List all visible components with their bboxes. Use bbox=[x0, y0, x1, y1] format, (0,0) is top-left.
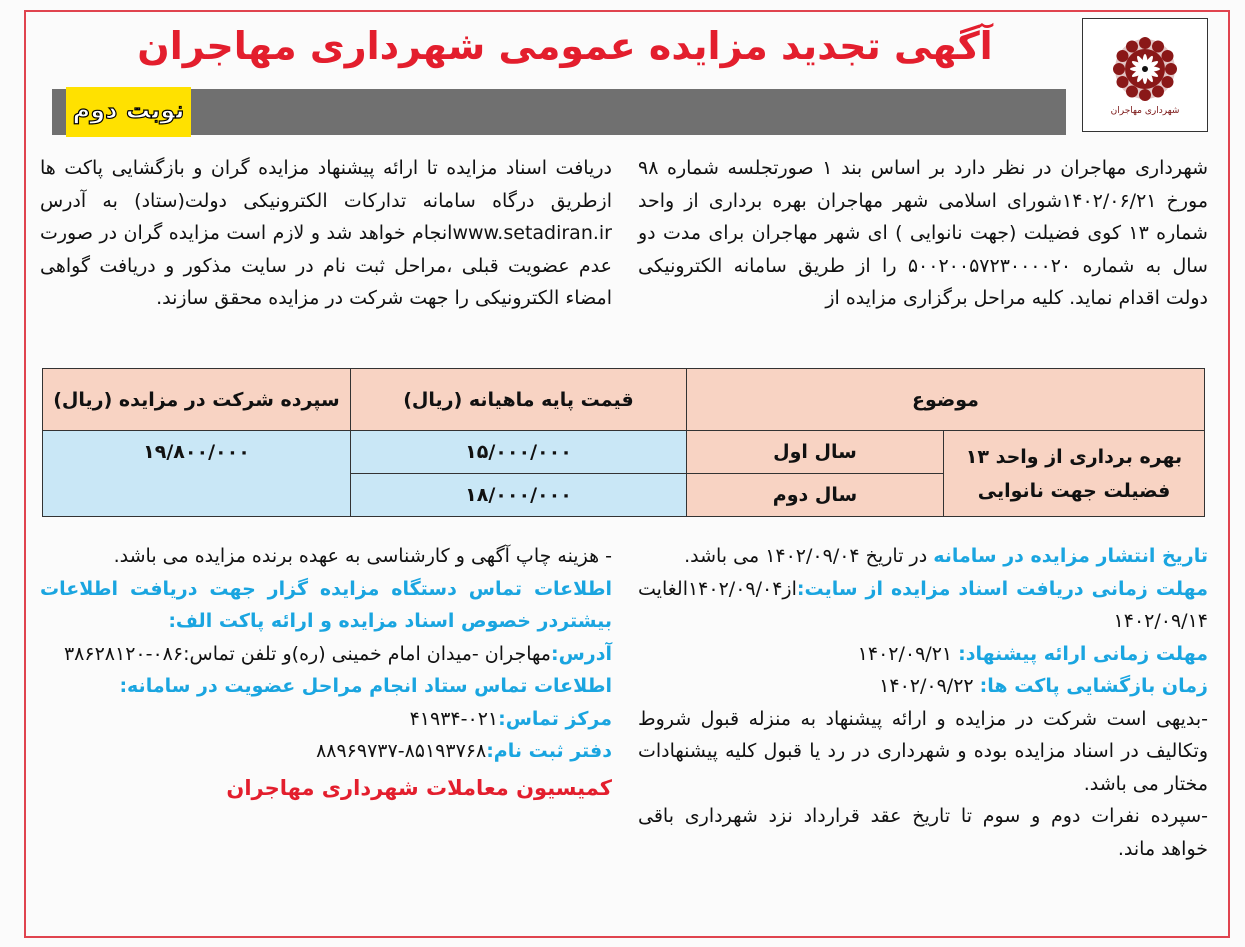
notice-title: آگهی تجدید مزایده عمومی شهرداری مهاجران bbox=[137, 24, 993, 68]
office-label: دفتر ثبت نام: bbox=[486, 740, 612, 762]
note-acceptance: -بدیهی است شرکت در مزایده و ارائه پیشنهاد به منزله قبول شروط وتکالیف در اسناد مزایده بوده و شهرداری در رد یا قبول کلیه پیشنهادات مختار می باشد. bbox=[638, 707, 1208, 795]
setad-heading: اطلاعات تماس ستاد انجام مراحل عضویت در سامانه: bbox=[119, 675, 612, 697]
schedule-column bbox=[638, 540, 1208, 865]
price-cell: ۱۸/۰۰۰/۰۰۰ bbox=[350, 474, 686, 517]
logo-flower-icon bbox=[1110, 34, 1180, 104]
header-deposit: سپرده شرکت در مزایده (ریال) bbox=[43, 369, 351, 431]
address-label: آدرس: bbox=[550, 642, 612, 665]
auction-table bbox=[42, 368, 1205, 517]
subject-cell: بهره برداری از واحد ۱۳ فضیلت جهت نانوایی bbox=[944, 431, 1205, 517]
year-cell: سال دوم bbox=[686, 474, 943, 517]
publish-label: تاریخ انتشار مزایده در سامانه bbox=[933, 545, 1208, 567]
office-number: ۸۵۱۹۳۷۶۸-۸۸۹۶۹۷۳۷ bbox=[316, 740, 487, 762]
call-center-label: مرکز تماس: bbox=[498, 707, 612, 730]
offer-label: مهلت زمانی ارائه پیشنهاد: bbox=[958, 642, 1208, 665]
year-cell: سال اول bbox=[686, 431, 943, 474]
call-center-number: ۰۲۱-۴۱۹۳۴ bbox=[409, 707, 499, 730]
docs-text: از۱۴۰۲/۰۹/۰۴الغایت ۱۴۰۲/۰۹/۱۴ bbox=[638, 577, 1208, 632]
intro-left: دریافت اسناد مزایده تا ارائه پیشنهاد مزایده گران و بازگشایی پاکت ها ازطریق درگاه سامانه تدارکات الکترونیکی دولت(ستاد) به آدرس www.setadiran.irانجام خواهد شد و لازم است مزایده گران در صورت عدم عضویت قبلی ،مراحل ثبت نام در سایت مذکور و دریافت گواهی امضاء الکترونیکی را جهت شرکت در مزایده محقق سازند. bbox=[40, 157, 612, 309]
logo-text: شهرداری مهاجران bbox=[1110, 106, 1180, 116]
contact-heading: اطلاعات تماس دستگاه مزایده گزار جهت دریافت اطلاعات بیشتردر خصوص اسناد مزایده و ارائه پاکت الف: bbox=[40, 577, 612, 632]
deposit-cell: ۱۹/۸۰۰/۰۰۰ bbox=[43, 431, 351, 517]
header-price: قیمت پایه ماهیانه (ریال) bbox=[350, 369, 686, 431]
opening-text: ۱۴۰۲/۰۹/۲۲ bbox=[879, 675, 980, 697]
header-subject: موضوع bbox=[686, 369, 1204, 431]
docs-label: مهلت زمانی دریافت اسناد مزایده از سایت: bbox=[796, 577, 1208, 600]
address-text: مهاجران -میدان امام خمینی (ره)و تلفن تماس:۰۸۶-۳۸۶۲۸۱۲۰ bbox=[63, 642, 551, 665]
contact-column bbox=[40, 540, 612, 804]
municipality-logo bbox=[1082, 18, 1208, 132]
signature: کمیسیون معاملات شهرداری مهاجران bbox=[226, 775, 612, 800]
opening-label: زمان بازگشایی پاکت ها: bbox=[979, 675, 1208, 697]
cost-note: - هزینه چاپ آگهی و کارشناسی به عهده برنده مزایده می باشد. bbox=[113, 545, 612, 567]
note-deposit: -سپرده نفرات دوم و سوم تا تاریخ عقد قرارداد نزد شهرداری باقی خواهد ماند. bbox=[638, 805, 1208, 860]
round-badge: نوبت دوم bbox=[66, 87, 191, 137]
intro-right: شهرداری مهاجران در نظر دارد بر اساس بند ۱ صورتجلسه شماره ۹۸ مورخ ۱۴۰۲/۰۶/۲۱شورای اسلامی شهر مهاجران بهره برداری از واحد شماره ۱۳ کوی فضیلت (جهت نانوایی ) ای شهر مهاجران برای مدت دو سال به شماره ۵۰۰۲۰۰۵۷۲۳۰۰۰۰۲۰ را از طریق سامانه الکترونیکی دولت اقدام نماید. کلیه مراحل برگزاری مزایده از bbox=[638, 157, 1209, 309]
header-bar bbox=[52, 89, 1066, 135]
offer-text: ۱۴۰۲/۰۹/۲۱ bbox=[857, 642, 959, 665]
price-cell: ۱۵/۰۰۰/۰۰۰ bbox=[350, 431, 686, 474]
publish-text: در تاریخ ۱۴۰۲/۰۹/۰۴ می باشد. bbox=[684, 545, 934, 567]
